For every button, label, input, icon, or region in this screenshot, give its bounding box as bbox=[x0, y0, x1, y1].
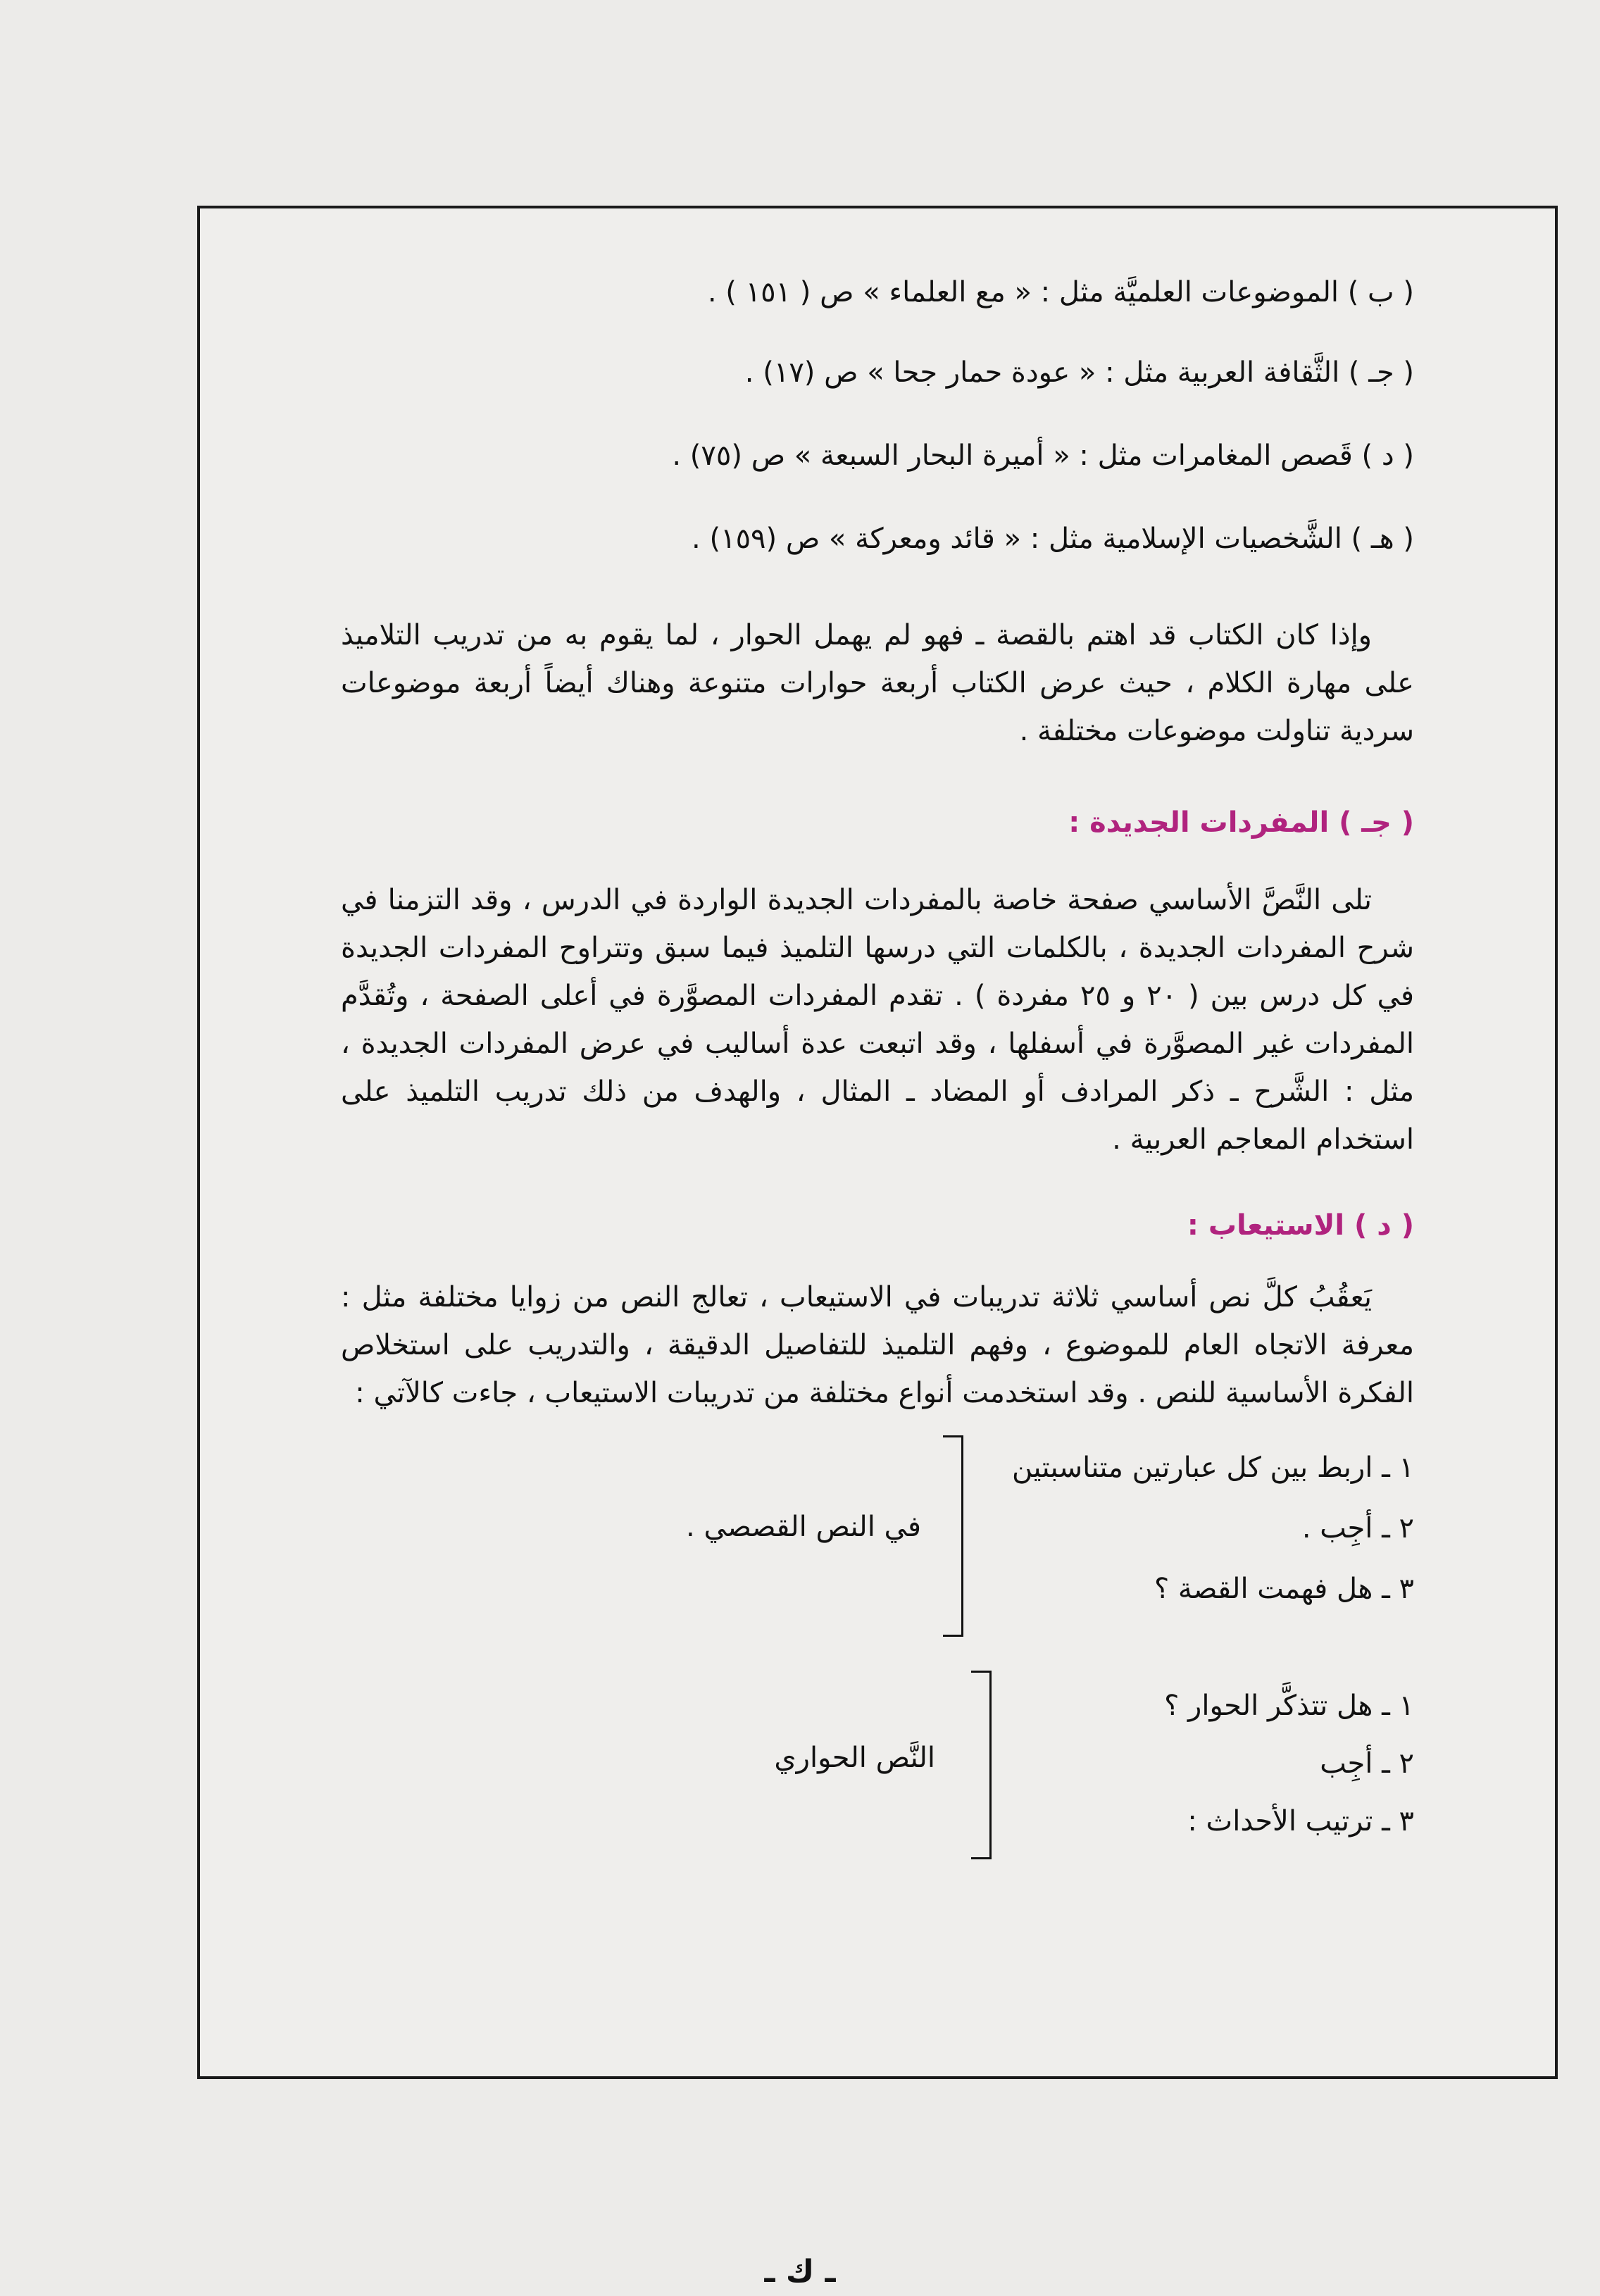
story-exercise-item: ١ ـ اربط بين كل عبارتين متناسبتين bbox=[1011, 1452, 1414, 1484]
list-item: ( هـ ) الشَّخصيات الإسلامية مثل : « قائد ومعركة » ص (١٥٩) . bbox=[692, 523, 1414, 555]
story-group-label: في النص القصصي . bbox=[686, 1511, 921, 1543]
dialogue-exercise-item: ٣ ـ ترتيب الأحداث : bbox=[1187, 1805, 1414, 1838]
list-item: ( جـ ) الثَّقافة العربية مثل : « عودة حمار جحا » ص (١٧) . bbox=[744, 356, 1414, 389]
story-exercises-group bbox=[341, 1431, 1414, 1649]
page-frame bbox=[197, 206, 1558, 2079]
dialogue-exercise-item: ١ ـ هل تتذكَّر الحوار ؟ bbox=[1164, 1690, 1414, 1722]
paragraph-vocabulary: تلى النَّصَّ الأساسي صفحة خاصة بالمفردات الجديدة الواردة في الدرس ، وقد التزمنا في شرح المفردات الجديدة ، بالكلمات التي درسها التلميذ فيما سبق وتتراوح المفردات الجديدة في كل درس بين ( ٢٠ و ٢٥ مفردة ) . تقدم المفردات المصوَّرة في أعلى الصفحة ، وتُقدَّم المفردات غير المصوَّرة في أسفلها ، وقد اتبعت عدة أساليب في عرض المفردات الجديدة ، مثل : الشَّرح ـ ذكر المرادف أو المضاد ـ المثال ، والهدف من ذلك تدريب التلميذ على استخدام المعاجم العربية . bbox=[341, 884, 1414, 1156]
heading-comprehension: ( د ) الاستيعاب : bbox=[1187, 1209, 1414, 1242]
group-bracket bbox=[943, 1435, 963, 1637]
list-item: ( ب ) الموضوعات العلميَّة مثل : « مع العلماء » ص ( ١٥١ ) . bbox=[707, 276, 1414, 308]
group-bracket bbox=[971, 1671, 992, 1859]
story-exercise-item: ٣ ـ هل فهمت القصة ؟ bbox=[1154, 1573, 1414, 1605]
story-exercise-item: ٢ ـ أجِب . bbox=[1301, 1512, 1414, 1545]
paragraph-comprehension: يَعقُبُ كلَّ نص أساسي ثلاثة تدريبات في الاستيعاب ، تعالج النص من زوايا مختلفة مثل : معرفة الاتجاه العام للموضوع ، وفهم التلميذ للتفاصيل الدقيقة ، والتدريب على استخلاص الفكرة الأساسية للنص . وقد استخدمت أنواع مختلفة من تدريبات الاستيعاب ، جاءت كالآتي : bbox=[341, 1281, 1414, 1409]
heading-new-vocabulary: ( جـ ) المفردات الجديدة : bbox=[1068, 806, 1414, 839]
paragraph-dialogue: وإذا كان الكتاب قد اهتم بالقصة ـ فهو لم يهمل الحوار ، لما يقوم به من تدريب التلاميذ على مهارة الكلام ، حيث عرض الكتاب أربعة حوارات متنوعة وهناك أيضاً أربعة موضوعات سردية تناولت موضوعات مختلفة . bbox=[341, 619, 1414, 747]
list-item: ( د ) قَصص المغامرات مثل : « أميرة البحار السبعة » ص (٧٥) . bbox=[672, 439, 1414, 472]
page-number-text: ـ ك ـ bbox=[764, 2254, 836, 2290]
page-number bbox=[0, 2254, 1600, 2290]
dialogue-group-label: النَّص الحواري bbox=[774, 1742, 935, 1774]
dialogue-exercise-item: ٢ ـ أجِب bbox=[1320, 1747, 1414, 1780]
page-content bbox=[341, 251, 1414, 1889]
dialogue-exercises-group bbox=[341, 1671, 1414, 1889]
